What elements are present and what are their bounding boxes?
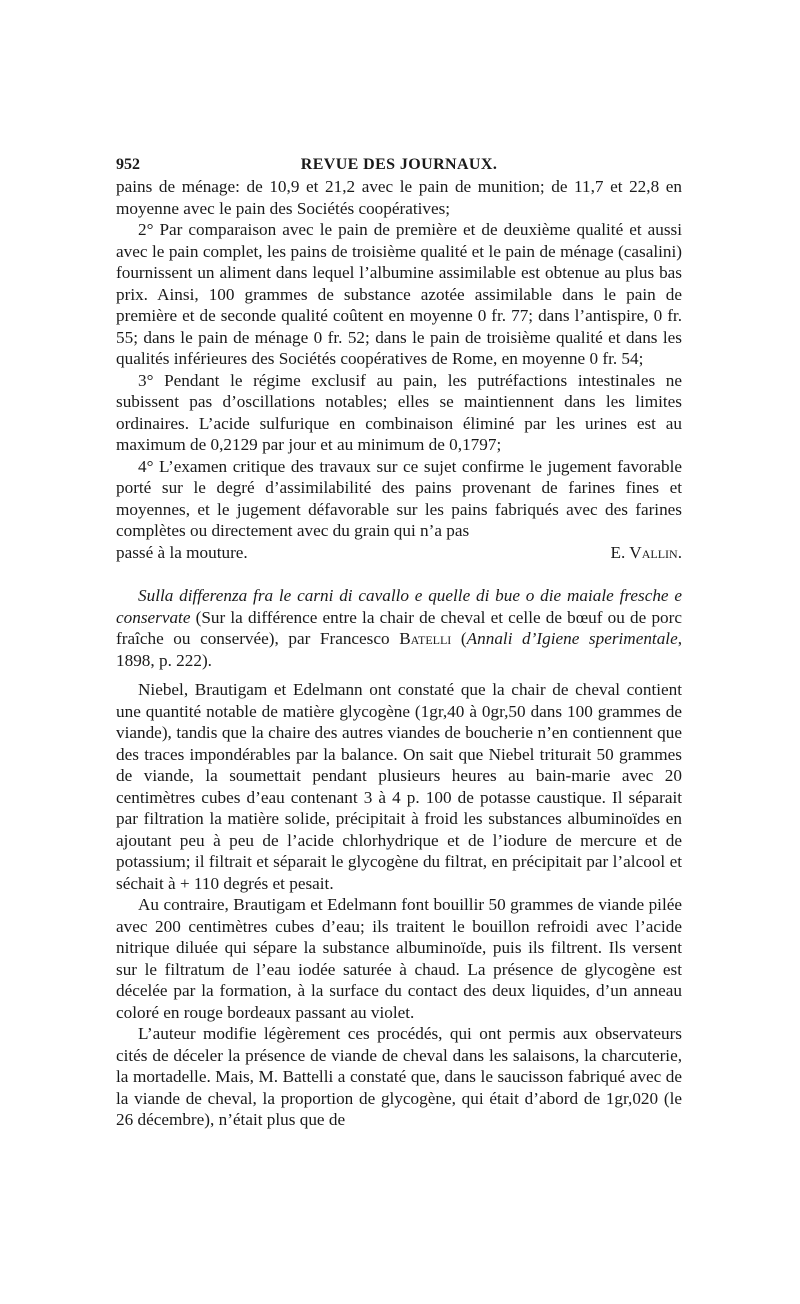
article-body: [116, 679, 682, 1131]
paragraph: L’auteur modifie légèrement ces procédés, qui ont permis aux observateurs cités de déceler la présence de viande de cheval dans les salaisons, la charcuterie, la mortadelle. Mais, M. Battelli a constaté que, dans le saucisson fabriqué avec de la viande de cheval, la proportion de glycogène, qui était d’abord de 1gr,020 (le 26 décembre), n’était plus que de: [116, 1024, 682, 1129]
journal-name: Annali d’Igiene sperimentale: [466, 629, 678, 648]
author-name: Batelli: [399, 629, 452, 648]
paragraph: Au contraire, Brautigam et Edelmann font bouillir 50 grammes de viande pilée avec 200 centimètres cubes d’eau; ils traitent le bouillon refroidi avec l’acide nitrique diluée qui sépare la substance albuminoïde, puis ils filtrent. Ils versent sur le filtratum de l’eau iodée saturée à chaud. La présence de glycogène est décelée par la formation, à la surface du contact des deux liquides, d’un anneau coloré en rouge bordeaux passant au violet.: [116, 895, 682, 1022]
page-header: [116, 150, 682, 176]
title-italian: Sulla differenza fra le carni di cavallo e quelle di bue o die maiale fresche e conservate: [116, 586, 682, 627]
journal-open: (: [451, 629, 467, 648]
article-title: [116, 585, 682, 671]
article-1-continuation: [116, 176, 682, 563]
paragraph-end-with-signature: [116, 542, 682, 564]
paragraph: pains de ménage: de 10,9 et 21,2 avec le pain de munition; de 11,7 et 22,8 en moyenne avec le pain des Sociétés coopératives;: [116, 177, 682, 218]
title-french: (Sur la différence entre la chair de cheval et celle de bœuf ou de porc fraîche ou conservée), par Francesco: [116, 607, 682, 648]
paragraph: 4° L’examen critique des travaux sur ce sujet confirme le jugement favorable porté sur le degré d’assimilabilité des pains provenant de farines fines et moyennes, et le jugement défavorable sur les pains fabriqués avec des farines complètes ou directement avec du grain qui n’a pas: [116, 456, 682, 540]
paragraph: 2° Par comparaison avec le pain de première et de deuxième qualité et aussi avec le pain complet, les pains de troisième qualité et le pain de ménage (casalini) fournissent un aliment dans lequel l’albumine assimilable est obtenue au plus bas prix. Ainsi, 100 grammes de substance azotée assimilable dans le pain de première et de seconde qualité coûtent en moyenne 0 fr. 77; dans l’antispire, 0 fr. 55; dans le pain de ménage 0 fr. 52; dans le pain de troisième qualité et dans les qualités inférieures des Sociétés coopératives de Rome, en moyenne 0 fr. 54;: [116, 220, 682, 368]
page-number: 952: [116, 156, 140, 173]
author-signature: E. Vallin.: [610, 542, 682, 562]
journal-citation: , 1898, p. 222).: [116, 629, 682, 670]
article-2: [116, 585, 682, 1131]
paragraph: 3° Pendant le régime exclusif au pain, les putréfactions intestinales ne subissent pas d’oscillations notables; elles se maintiennent dans les limites ordinaires. L’acide sulfurique en combinaison éliminé par les urines est au maximum de 0,2129 par jour et au minimum de 0,1797;: [116, 370, 682, 454]
paragraph-last-line: passé à la mouture.: [116, 542, 248, 562]
running-title: REVUE DES JOURNAUX.: [300, 156, 498, 173]
section-gap: [116, 563, 682, 585]
paragraph: Niebel, Brautigam et Edelmann ont constaté que la chair de cheval contient une quantité notable de matière glycogène (1gr,40 à 0gr,50 dans 100 grammes de viande), tandis que la chaire des autres viandes de boucherie n’en contiennent que des traces impondérables par la balance. On sait que Niebel triturait 50 grammes de viande, la soumettait pendant plusieurs heures au bain-marie avec 20 centimètres cubes d’eau contenant 3 à 4 p. 100 de potasse caustique. Il séparait par filtration la matière solide, précipitait à froid les substances albuminoïdes en ajoutant peu à peu de l’acide chlorhydrique et de l’iodure de mercure et de potassium; il filtrait et séparait le glycogène du filtrat, en précipitait par l’alcool et séchait à + 110 degrés et pesait.: [116, 680, 682, 893]
page: [116, 150, 682, 1131]
